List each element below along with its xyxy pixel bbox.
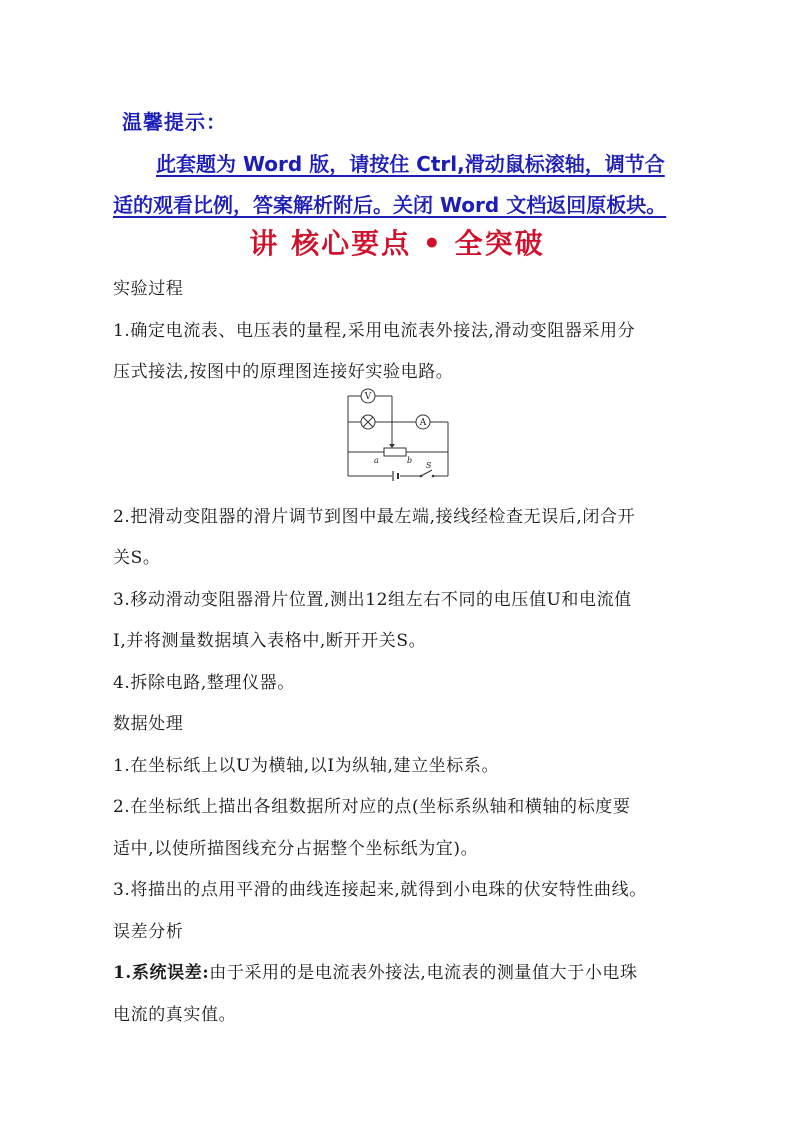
bulb-icon: [361, 415, 375, 429]
terminal-b-label: b: [407, 456, 413, 465]
battery-icon: [393, 471, 398, 481]
notice-line-1: 此套题为 Word 版，请按住 Ctrl,滑动鼠标滚轴，调节合: [156, 152, 665, 176]
experiment-step-2a: 2.把滑动变阻器的滑片调节到图中最左端,接线经检查无误后,闭合开: [113, 507, 636, 527]
error-analysis-item-1: [113, 958, 638, 983]
experiment-step-3a: 3.移动滑动变阻器滑片位置,测出12组左右不同的电压值U和电流值: [113, 590, 632, 610]
terminal-a-label: a: [374, 456, 379, 465]
voltmeter-icon: [361, 389, 375, 403]
error-analysis-term: 1.系统误差:: [113, 963, 210, 983]
ammeter-icon: [416, 415, 430, 429]
data-processing-item-2b: 适中,以使所描图线充分占据整个坐标纸为宜)。: [113, 839, 479, 859]
experiment-step-4: 4.拆除电路,整理仪器。: [113, 673, 295, 693]
experiment-step-2b: 关S。: [113, 548, 161, 568]
error-analysis-item-1b: 电流的真实值。: [113, 1005, 237, 1025]
experiment-section-title: 实验过程: [113, 279, 184, 299]
ammeter-label: A: [419, 418, 427, 428]
circuit-diagram: [340, 388, 458, 484]
voltmeter-label: V: [364, 392, 372, 402]
data-processing-item-3: 3.将描出的点用平滑的曲线连接起来,就得到小电珠的伏安特性曲线。: [113, 880, 647, 900]
switch-label: S: [426, 461, 432, 470]
notice-line-2: 适的观看比例，答案解析附后。关闭 Word 文档返回原板块。: [113, 193, 667, 217]
data-processing-item-1: 1.在坐标纸上以U为横轴,以I为纵轴,建立坐标系。: [113, 756, 500, 776]
switch-icon: [420, 470, 435, 477]
error-analysis-section-title: 误差分析: [113, 922, 184, 942]
section-heading: 讲 核心要点 • 全突破: [249, 227, 545, 260]
data-processing-section-title: 数据处理: [113, 714, 184, 734]
experiment-step-1a: 1.确定电流表、电压表的量程,采用电流表外接法,滑动变阻器采用分: [113, 321, 636, 341]
experiment-step-1b: 压式接法,按图中的原理图连接好实验电路。: [113, 362, 454, 382]
experiment-step-3b: I,并将测量数据填入表格中,断开开关S。: [113, 631, 427, 651]
rheostat-icon: [384, 440, 406, 456]
notice-title: 温馨提示：: [122, 110, 227, 134]
error-analysis-text: 由于采用的是电流表外接法,电流表的测量值大于小电珠: [209, 963, 638, 983]
data-processing-item-2a: 2.在坐标纸上描出各组数据所对应的点(坐标系纵轴和横轴的标度要: [113, 797, 631, 817]
